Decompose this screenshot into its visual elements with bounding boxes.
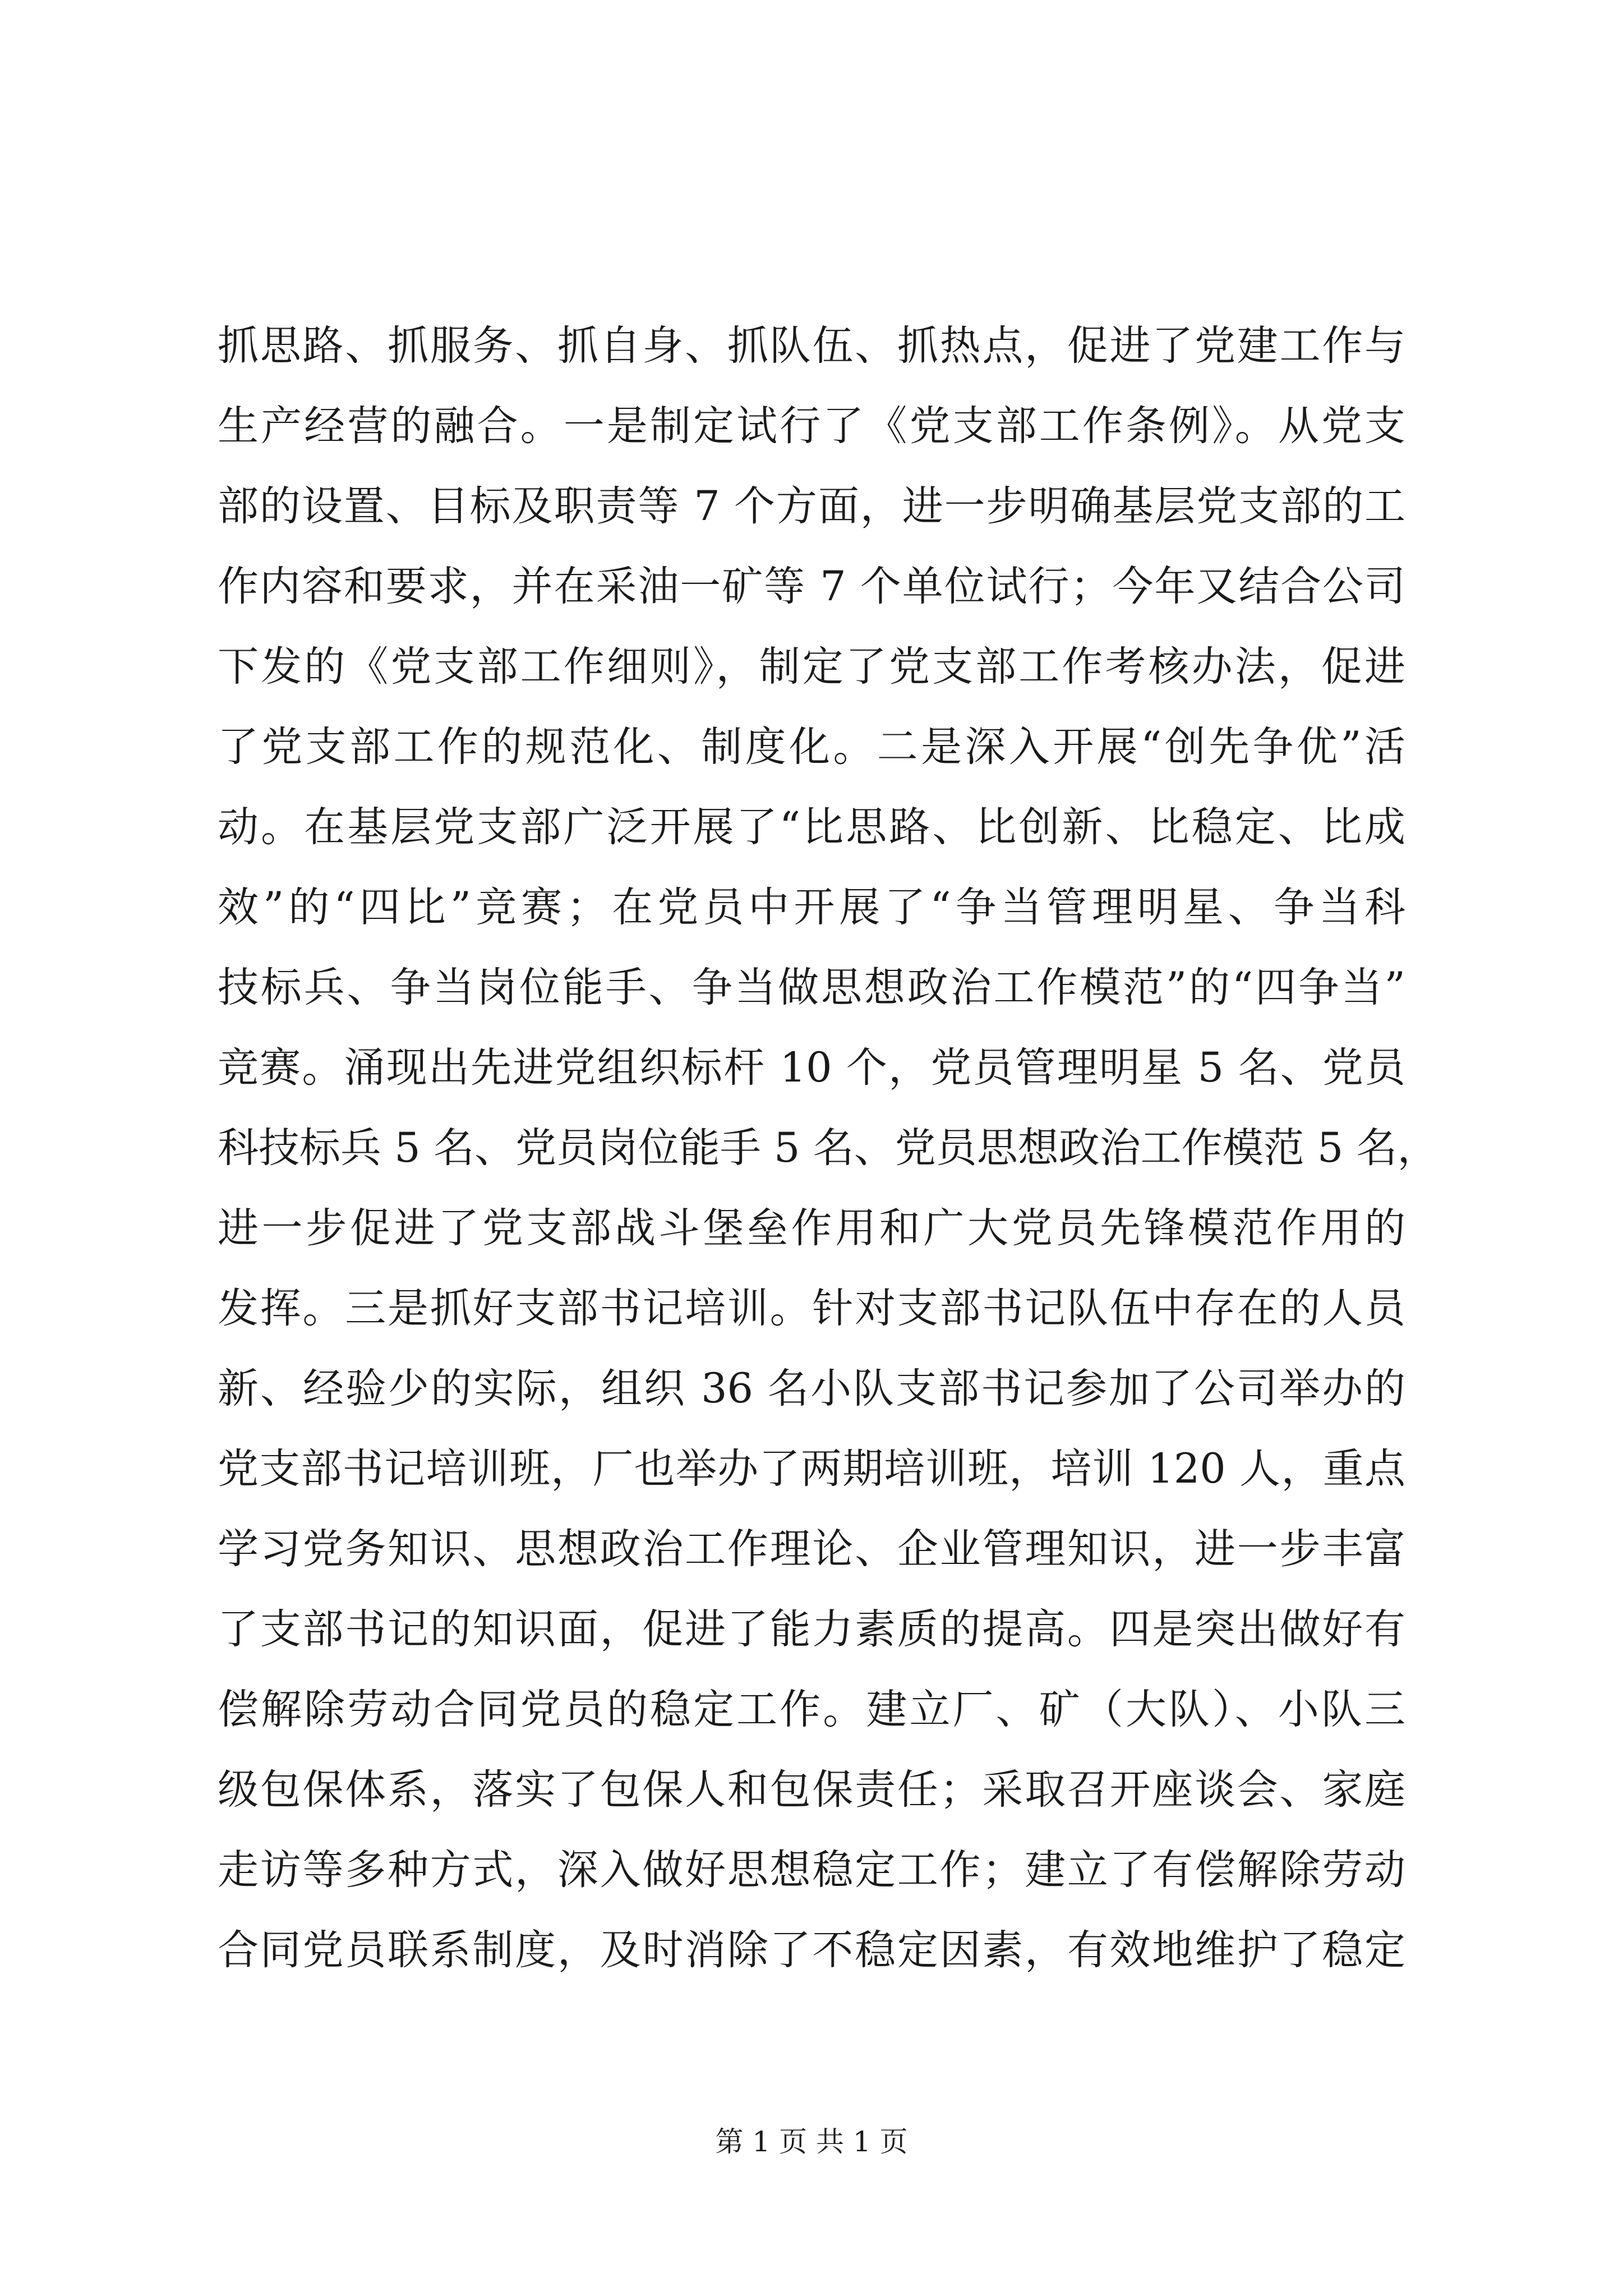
text-line: 了支部书记的知识面，促进了能力素质的提高。四是突出做好有 (218, 1605, 1405, 1653)
text-line: 发挥。三是抓好支部书记培训。针对支部书记队伍中存在的人员 (218, 1285, 1405, 1332)
text-line: 党支部书记培训班，厂也举办了两期培训班，培训 120 人，重点 (218, 1445, 1405, 1493)
text-line: 动。在基层党支部广泛开展了“比思路、比创新、比稳定、比成 (218, 803, 1405, 851)
page-footer (0, 2119, 1623, 2160)
text-line: 部的设置、目标及职责等 7 个方面，进一步明确基层党支部的工 (218, 482, 1405, 530)
body-text (218, 306, 1438, 1990)
text-line: 抓思路、抓服务、抓自身、抓队伍、抓热点，促进了党建工作与 (218, 322, 1405, 370)
text-line: 走访等多种方式，深入做好思想稳定工作；建立了有偿解除劳动 (218, 1846, 1405, 1894)
text-line: 生产经营的融合。一是制定试行了《党支部工作条例》。从党支 (218, 402, 1405, 450)
text-line: 下发的《党支部工作细则》，制定了党支部工作考核办法，促进 (218, 643, 1405, 691)
text-line: 效”的“四比”竞赛；在党员中开展了“争当管理明星、争当科 (218, 884, 1405, 931)
text-line: 偿解除劳动合同党员的稳定工作。建立厂、矿（大队）、小队三 (218, 1686, 1405, 1733)
page-number: 第 1 页 共 1 页 (715, 2125, 908, 2158)
text-line: 进一步促进了党支部战斗堡垒作用和广大党员先锋模范作用的 (218, 1204, 1405, 1252)
text-line: 技标兵、争当岗位能手、争当做思想政治工作模范”的“四争当” (218, 964, 1405, 1011)
text-line: 学习党务知识、思想政治工作理论、企业管理知识，进一步丰富 (218, 1525, 1405, 1573)
text-line: 科技标兵 5 名、党员岗位能手 5 名、党员思想政治工作模范 5 名， (218, 1124, 1438, 1172)
text-line: 新、经验少的实际，组织 36 名小队支部书记参加了公司举办的 (218, 1365, 1405, 1412)
text-line: 级包保体系，落实了包保人和包保责任；采取召开座谈会、家庭 (218, 1766, 1405, 1814)
text-line: 合同党员联系制度，及时消除了不稳定因素，有效地维护了稳定 (218, 1926, 1405, 1974)
text-line: 竞赛。涌现出先进党组织标杆 10 个，党员管理明星 5 名、党员 (218, 1044, 1405, 1092)
text-line: 作内容和要求，并在采油一矿等 7 个单位试行；今年又结合公司 (218, 563, 1405, 610)
text-line: 了党支部工作的规范化、制度化。二是深入开展“创先争优”活 (218, 723, 1405, 771)
